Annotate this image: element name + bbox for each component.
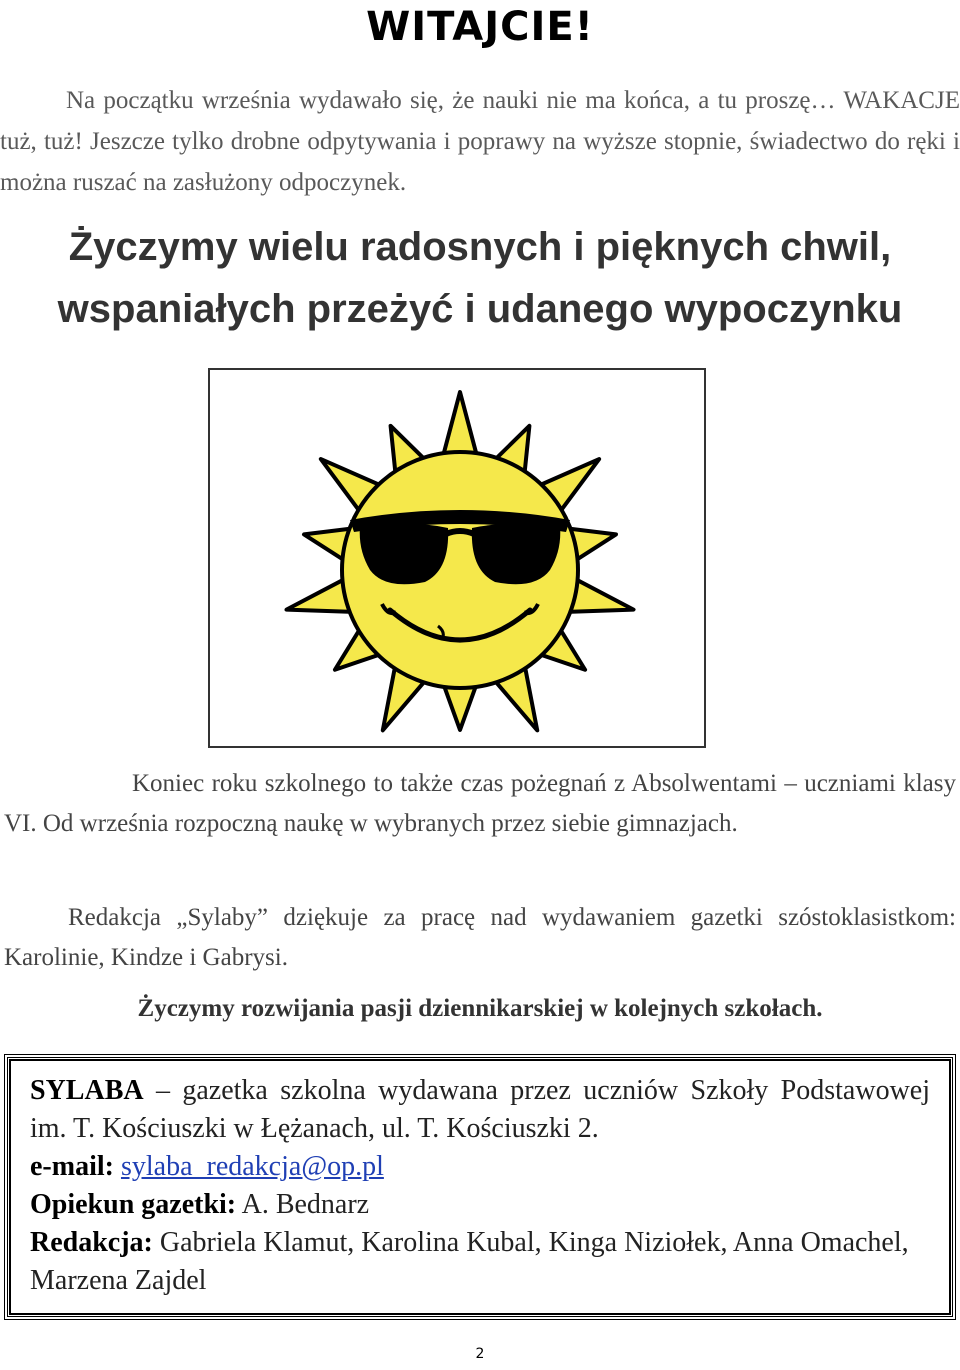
email-label: e-mail:: [30, 1151, 114, 1182]
closing-wish: Życzymy rozwijania pasji dziennikarskiej w kolejnych szkołach.: [137, 995, 823, 1022]
wish-heading: [0, 216, 960, 340]
supervisor-row: [30, 1186, 930, 1224]
newspaper-description: – gazetka szkolna wydawana przez uczniów Szkoły Podstawowej im. T. Kościuszki w Łężanach, ul. T. Kościuszki 2.: [30, 1075, 931, 1144]
footer-imprint-box: [4, 1054, 956, 1320]
page-title: WITAJCIE!: [366, 4, 594, 50]
editors-row: [30, 1224, 930, 1300]
graduates-paragraph: Koniec roku szkolnego to także czas pożegnań z Absolwentami – uczniami klasy VI. Od września rozpoczną naukę w wybranych przez siebie gimnazjach.: [4, 770, 956, 837]
imprint-description: [30, 1072, 930, 1148]
editors-label: Redakcja:: [30, 1227, 153, 1258]
wish-line-2: wspaniałych przeżyć i udanego wypoczynku: [57, 287, 903, 331]
editors-names: Gabriela Klamut, Karolina Kubal, Kinga Niziołek, Anna Omachel, Marzena Zajdel: [30, 1227, 909, 1296]
email-link[interactable]: sylaba_redakcja@op.pl: [120, 1151, 384, 1182]
thanks-paragraph: Redakcja „Sylaby” dziękuje za pracę nad wydawaniem gazetki szóstoklasistkom: Karolinie, Kindze i Gabrysi.: [4, 904, 956, 971]
wish-line-1: Życzymy wielu radosnych i pięknych chwil,: [68, 225, 892, 269]
email-row: [30, 1148, 930, 1186]
intro-line-1: Na początku września wydawało się, że nauki nie ma końca, a tu proszę…: [66, 87, 836, 114]
sun-with-sunglasses-image: [210, 370, 704, 746]
supervisor-name: A. Bednarz: [241, 1189, 370, 1220]
sun-ray: [442, 392, 478, 459]
supervisor-label: Opiekun gazetki:: [30, 1189, 237, 1220]
intro-paragraph: [0, 80, 960, 203]
page-number: 2: [475, 1346, 485, 1362]
intro-rest: WAKACJE tuż, tuż! Jeszcze tylko drobne odpytywania i poprawy na wyższe stopnie, świadectwo do ręki i można ruszać na zasłużony odpoczynek.: [0, 87, 960, 196]
sun-image-frame: [208, 368, 706, 748]
newspaper-name: SYLABA: [30, 1075, 144, 1106]
